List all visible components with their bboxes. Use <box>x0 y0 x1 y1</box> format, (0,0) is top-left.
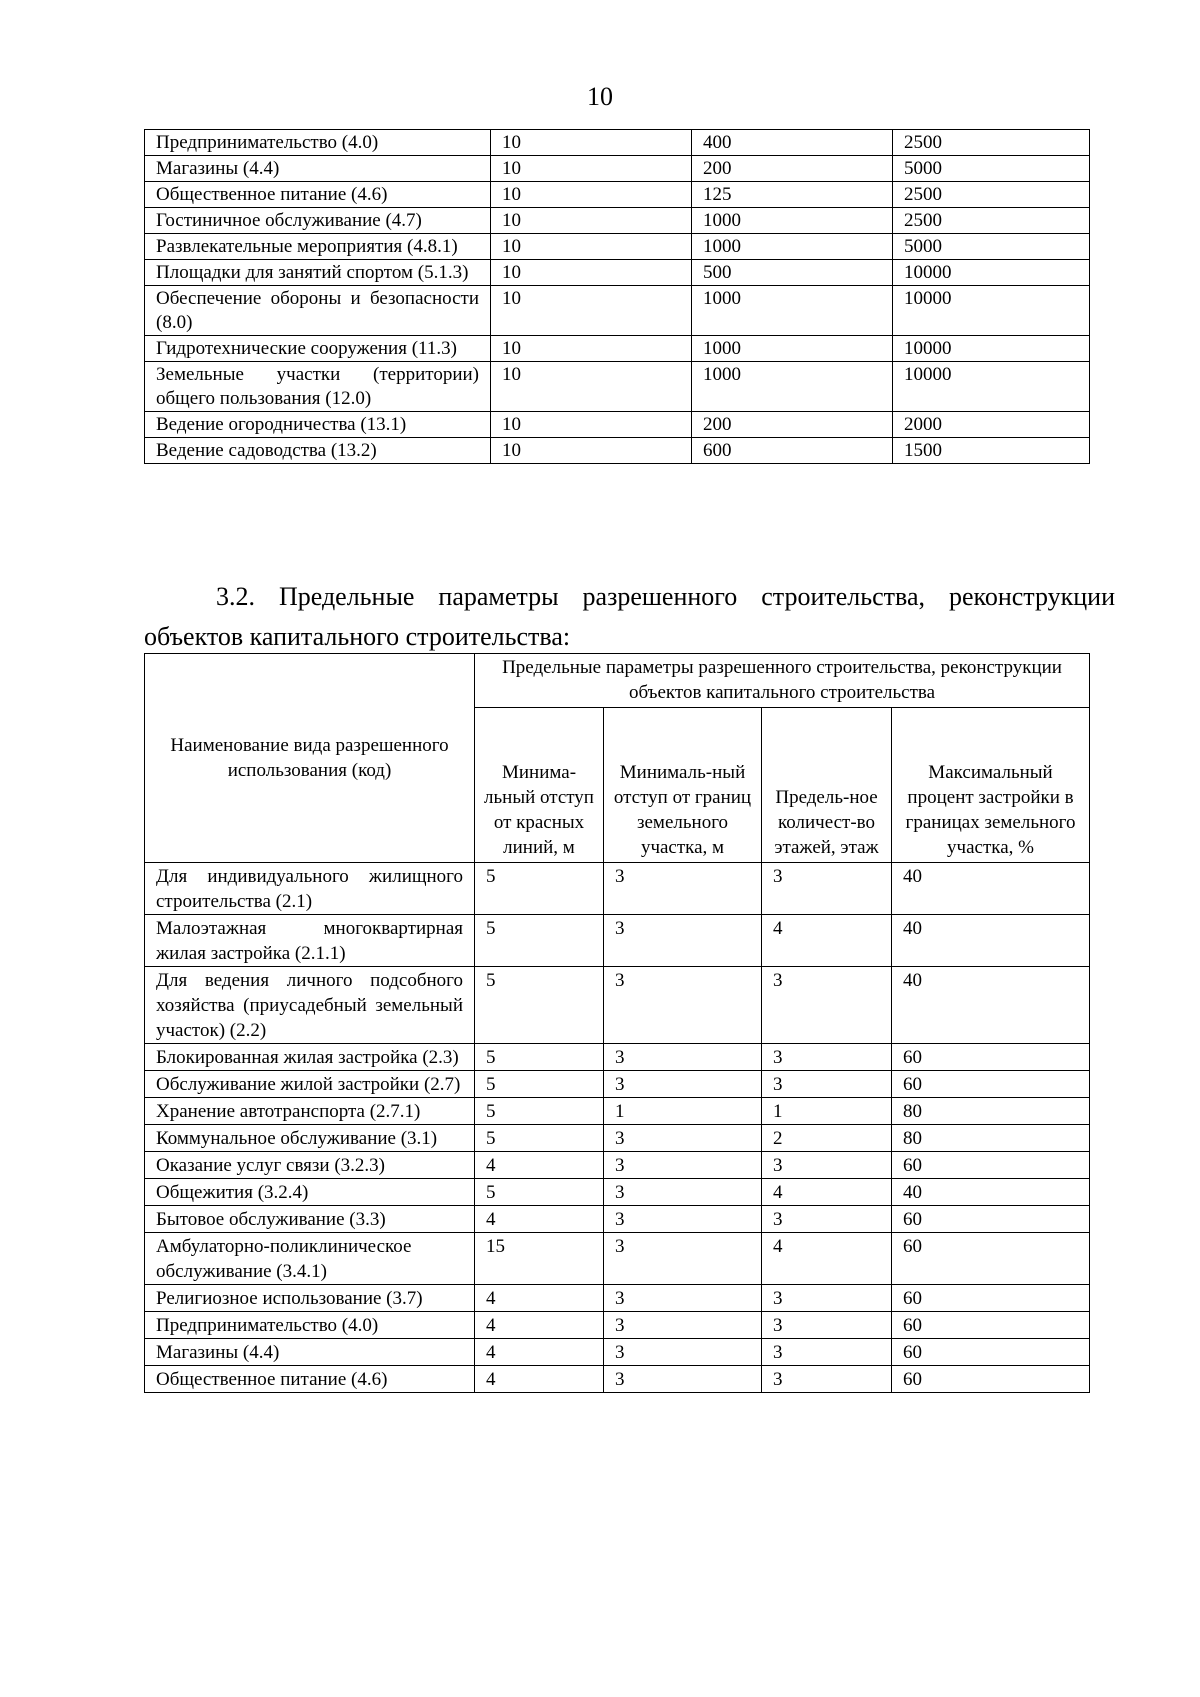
table-row <box>145 156 1090 182</box>
row-value-c1: 5 <box>475 1098 604 1125</box>
row-value-c1: 4 <box>475 1366 604 1393</box>
row-activity-name: Общественное питание (4.6) <box>145 1366 475 1393</box>
row-value-c3: 10000 <box>893 362 1090 412</box>
table-row <box>145 1098 1090 1125</box>
row-value-c3: 10000 <box>893 336 1090 362</box>
row-value-c1: 10 <box>491 208 692 234</box>
row-value-c2: 1000 <box>692 208 893 234</box>
row-value-c1: 5 <box>475 915 604 967</box>
table-row <box>145 1125 1090 1152</box>
row-value-c3: 10000 <box>893 286 1090 336</box>
row-activity-name: Малоэтажная многоквартирная жилая застройка (2.1.1) <box>145 915 475 967</box>
row-activity-name: Гостиничное обслуживание (4.7) <box>145 208 491 234</box>
row-value-c1: 5 <box>475 863 604 915</box>
row-value-c2: 3 <box>604 1366 762 1393</box>
row-value-c1: 5 <box>475 1125 604 1152</box>
row-value-c2: 1000 <box>692 234 893 260</box>
row-value-c2: 3 <box>604 1071 762 1098</box>
row-value-c2: 3 <box>604 1152 762 1179</box>
table-row <box>145 130 1090 156</box>
row-value-c1: 5 <box>475 1179 604 1206</box>
row-value-c2: 200 <box>692 156 893 182</box>
row-value-c1: 10 <box>491 362 692 412</box>
page-number: 10 <box>587 82 613 111</box>
row-value-c3: 1500 <box>893 438 1090 464</box>
row-value-c1: 4 <box>475 1312 604 1339</box>
table-row <box>145 1339 1090 1366</box>
row-value-c2: 3 <box>604 1285 762 1312</box>
row-value-c2: 125 <box>692 182 893 208</box>
row-activity-name: Гидротехнические сооружения (11.3) <box>145 336 491 362</box>
row-activity-name: Общежития (3.2.4) <box>145 1179 475 1206</box>
row-value-c2: 200 <box>692 412 893 438</box>
row-value-c3: 3 <box>762 967 892 1044</box>
row-value-c4: 60 <box>892 1206 1090 1233</box>
row-activity-name: Блокированная жилая застройка (2.3) <box>145 1044 475 1071</box>
row-value-c4: 40 <box>892 915 1090 967</box>
row-value-c3: 3 <box>762 1071 892 1098</box>
table-row <box>145 234 1090 260</box>
construction-parameters-table-body <box>145 863 1090 1393</box>
row-value-c3: 2500 <box>893 182 1090 208</box>
row-value-c3: 3 <box>762 863 892 915</box>
row-value-c4: 80 <box>892 1098 1090 1125</box>
row-value-c1: 15 <box>475 1233 604 1285</box>
row-value-c4: 60 <box>892 1071 1090 1098</box>
row-value-c1: 10 <box>491 182 692 208</box>
table-header <box>145 654 1090 863</box>
row-value-c1: 4 <box>475 1285 604 1312</box>
table-row <box>145 1152 1090 1179</box>
row-value-c3: 5000 <box>893 234 1090 260</box>
table-row <box>145 336 1090 362</box>
row-value-c4: 60 <box>892 1312 1090 1339</box>
row-activity-name: Ведение садоводства (13.2) <box>145 438 491 464</box>
row-value-c3: 2500 <box>893 208 1090 234</box>
header-min-setback-red-lines: Минима-льный отступ от красных линий, м <box>475 708 604 863</box>
table-row <box>145 1044 1090 1071</box>
header-parameters-group: Предельные параметры разрешенного строительства, реконструкции объектов капитального строительства <box>475 654 1090 708</box>
table-row <box>145 362 1090 412</box>
row-value-c3: 2500 <box>893 130 1090 156</box>
row-value-c3: 4 <box>762 1233 892 1285</box>
row-value-c1: 10 <box>491 234 692 260</box>
row-activity-name: Общественное питание (4.6) <box>145 182 491 208</box>
row-value-c3: 5000 <box>893 156 1090 182</box>
row-activity-name: Бытовое обслуживание (3.3) <box>145 1206 475 1233</box>
row-value-c4: 60 <box>892 1152 1090 1179</box>
row-value-c3: 2 <box>762 1125 892 1152</box>
row-value-c3: 3 <box>762 1339 892 1366</box>
row-value-c1: 10 <box>491 260 692 286</box>
row-value-c3: 10000 <box>893 260 1090 286</box>
header-min-setback-plot-borders: Минималь-ный отступ от границ земельного участка, м <box>604 708 762 863</box>
row-value-c1: 5 <box>475 967 604 1044</box>
row-activity-name: Для индивидуального жилищного строительства (2.1) <box>145 863 475 915</box>
row-value-c3: 3 <box>762 1312 892 1339</box>
header-max-building-percent: Максимальный процент застройки в границах земельного участка, % <box>892 708 1090 863</box>
row-activity-name: Обеспечение обороны и безопасности (8.0) <box>145 286 491 336</box>
row-activity-name: Земельные участки (территории) общего пользования (12.0) <box>145 362 491 412</box>
row-value-c1: 10 <box>491 438 692 464</box>
row-value-c4: 60 <box>892 1233 1090 1285</box>
row-value-c2: 3 <box>604 915 762 967</box>
row-activity-name: Площадки для занятий спортом (5.1.3) <box>145 260 491 286</box>
row-value-c3: 2000 <box>893 412 1090 438</box>
land-plot-size-table <box>144 129 1090 464</box>
row-value-c1: 10 <box>491 156 692 182</box>
row-value-c2: 3 <box>604 1044 762 1071</box>
header-max-floors: Предель-ное количест-во этажей, этаж <box>762 708 892 863</box>
row-value-c2: 3 <box>604 1339 762 1366</box>
table-row <box>145 1312 1090 1339</box>
row-value-c3: 4 <box>762 915 892 967</box>
row-value-c2: 1000 <box>692 336 893 362</box>
row-value-c4: 40 <box>892 1179 1090 1206</box>
row-value-c3: 3 <box>762 1044 892 1071</box>
row-value-c2: 3 <box>604 967 762 1044</box>
row-value-c2: 3 <box>604 1233 762 1285</box>
table-row <box>145 1179 1090 1206</box>
table-row <box>145 1233 1090 1285</box>
row-value-c2: 1 <box>604 1098 762 1125</box>
row-activity-name: Коммунальное обслуживание (3.1) <box>145 1125 475 1152</box>
table-row <box>145 967 1090 1044</box>
row-value-c2: 3 <box>604 1206 762 1233</box>
table-row <box>145 1071 1090 1098</box>
row-value-c2: 3 <box>604 863 762 915</box>
row-activity-name: Магазины (4.4) <box>145 156 491 182</box>
row-value-c2: 3 <box>604 1125 762 1152</box>
row-value-c1: 5 <box>475 1071 604 1098</box>
table-row <box>145 182 1090 208</box>
row-value-c4: 60 <box>892 1339 1090 1366</box>
table-row <box>145 412 1090 438</box>
row-value-c3: 1 <box>762 1098 892 1125</box>
row-activity-name: Магазины (4.4) <box>145 1339 475 1366</box>
table-row <box>145 438 1090 464</box>
row-activity-name: Обслуживание жилой застройки (2.7) <box>145 1071 475 1098</box>
table-row <box>145 286 1090 336</box>
row-value-c1: 10 <box>491 286 692 336</box>
row-value-c4: 40 <box>892 967 1090 1044</box>
table-row <box>145 1206 1090 1233</box>
row-value-c2: 1000 <box>692 286 893 336</box>
row-value-c3: 3 <box>762 1206 892 1233</box>
row-value-c2: 1000 <box>692 362 893 412</box>
row-value-c1: 4 <box>475 1339 604 1366</box>
land-plot-size-table-body <box>145 130 1090 464</box>
row-activity-name: Амбулаторно-поликлиническое обслуживание (3.4.1) <box>145 1233 475 1285</box>
row-value-c4: 80 <box>892 1125 1090 1152</box>
row-activity-name: Для ведения личного подсобного хозяйства (приусадебный земельный участок) (2.2) <box>145 967 475 1044</box>
row-value-c3: 4 <box>762 1179 892 1206</box>
row-value-c3: 3 <box>762 1366 892 1393</box>
row-activity-name: Развлекательные мероприятия (4.8.1) <box>145 234 491 260</box>
row-activity-name: Религиозное использование (3.7) <box>145 1285 475 1312</box>
row-activity-name: Ведение огородничества (13.1) <box>145 412 491 438</box>
table-row <box>145 863 1090 915</box>
table-row <box>145 915 1090 967</box>
row-value-c1: 4 <box>475 1152 604 1179</box>
row-value-c1: 4 <box>475 1206 604 1233</box>
row-activity-name: Предпринимательство (4.0) <box>145 1312 475 1339</box>
table-row <box>145 1285 1090 1312</box>
row-value-c1: 10 <box>491 412 692 438</box>
row-activity-name: Предпринимательство (4.0) <box>145 130 491 156</box>
row-value-c4: 60 <box>892 1366 1090 1393</box>
row-value-c3: 3 <box>762 1152 892 1179</box>
row-activity-name: Оказание услуг связи (3.2.3) <box>145 1152 475 1179</box>
row-value-c2: 400 <box>692 130 893 156</box>
row-value-c4: 40 <box>892 863 1090 915</box>
row-value-c4: 60 <box>892 1285 1090 1312</box>
table-row <box>145 208 1090 234</box>
table-row <box>145 260 1090 286</box>
row-value-c1: 10 <box>491 130 692 156</box>
header-activity-name: Наименование вида разрешенного использования (код) <box>145 654 475 863</box>
row-value-c1: 5 <box>475 1044 604 1071</box>
row-value-c2: 3 <box>604 1312 762 1339</box>
row-value-c2: 3 <box>604 1179 762 1206</box>
row-value-c2: 500 <box>692 260 893 286</box>
construction-parameters-table <box>144 653 1090 1393</box>
section-heading: 3.2. Предельные параметры разрешенного строительства, реконструкции объектов капитального строительства: <box>144 582 1115 651</box>
table-row <box>145 1366 1090 1393</box>
row-value-c4: 60 <box>892 1044 1090 1071</box>
row-value-c2: 600 <box>692 438 893 464</box>
row-value-c1: 10 <box>491 336 692 362</box>
row-value-c3: 3 <box>762 1285 892 1312</box>
row-activity-name: Хранение автотранспорта (2.7.1) <box>145 1098 475 1125</box>
